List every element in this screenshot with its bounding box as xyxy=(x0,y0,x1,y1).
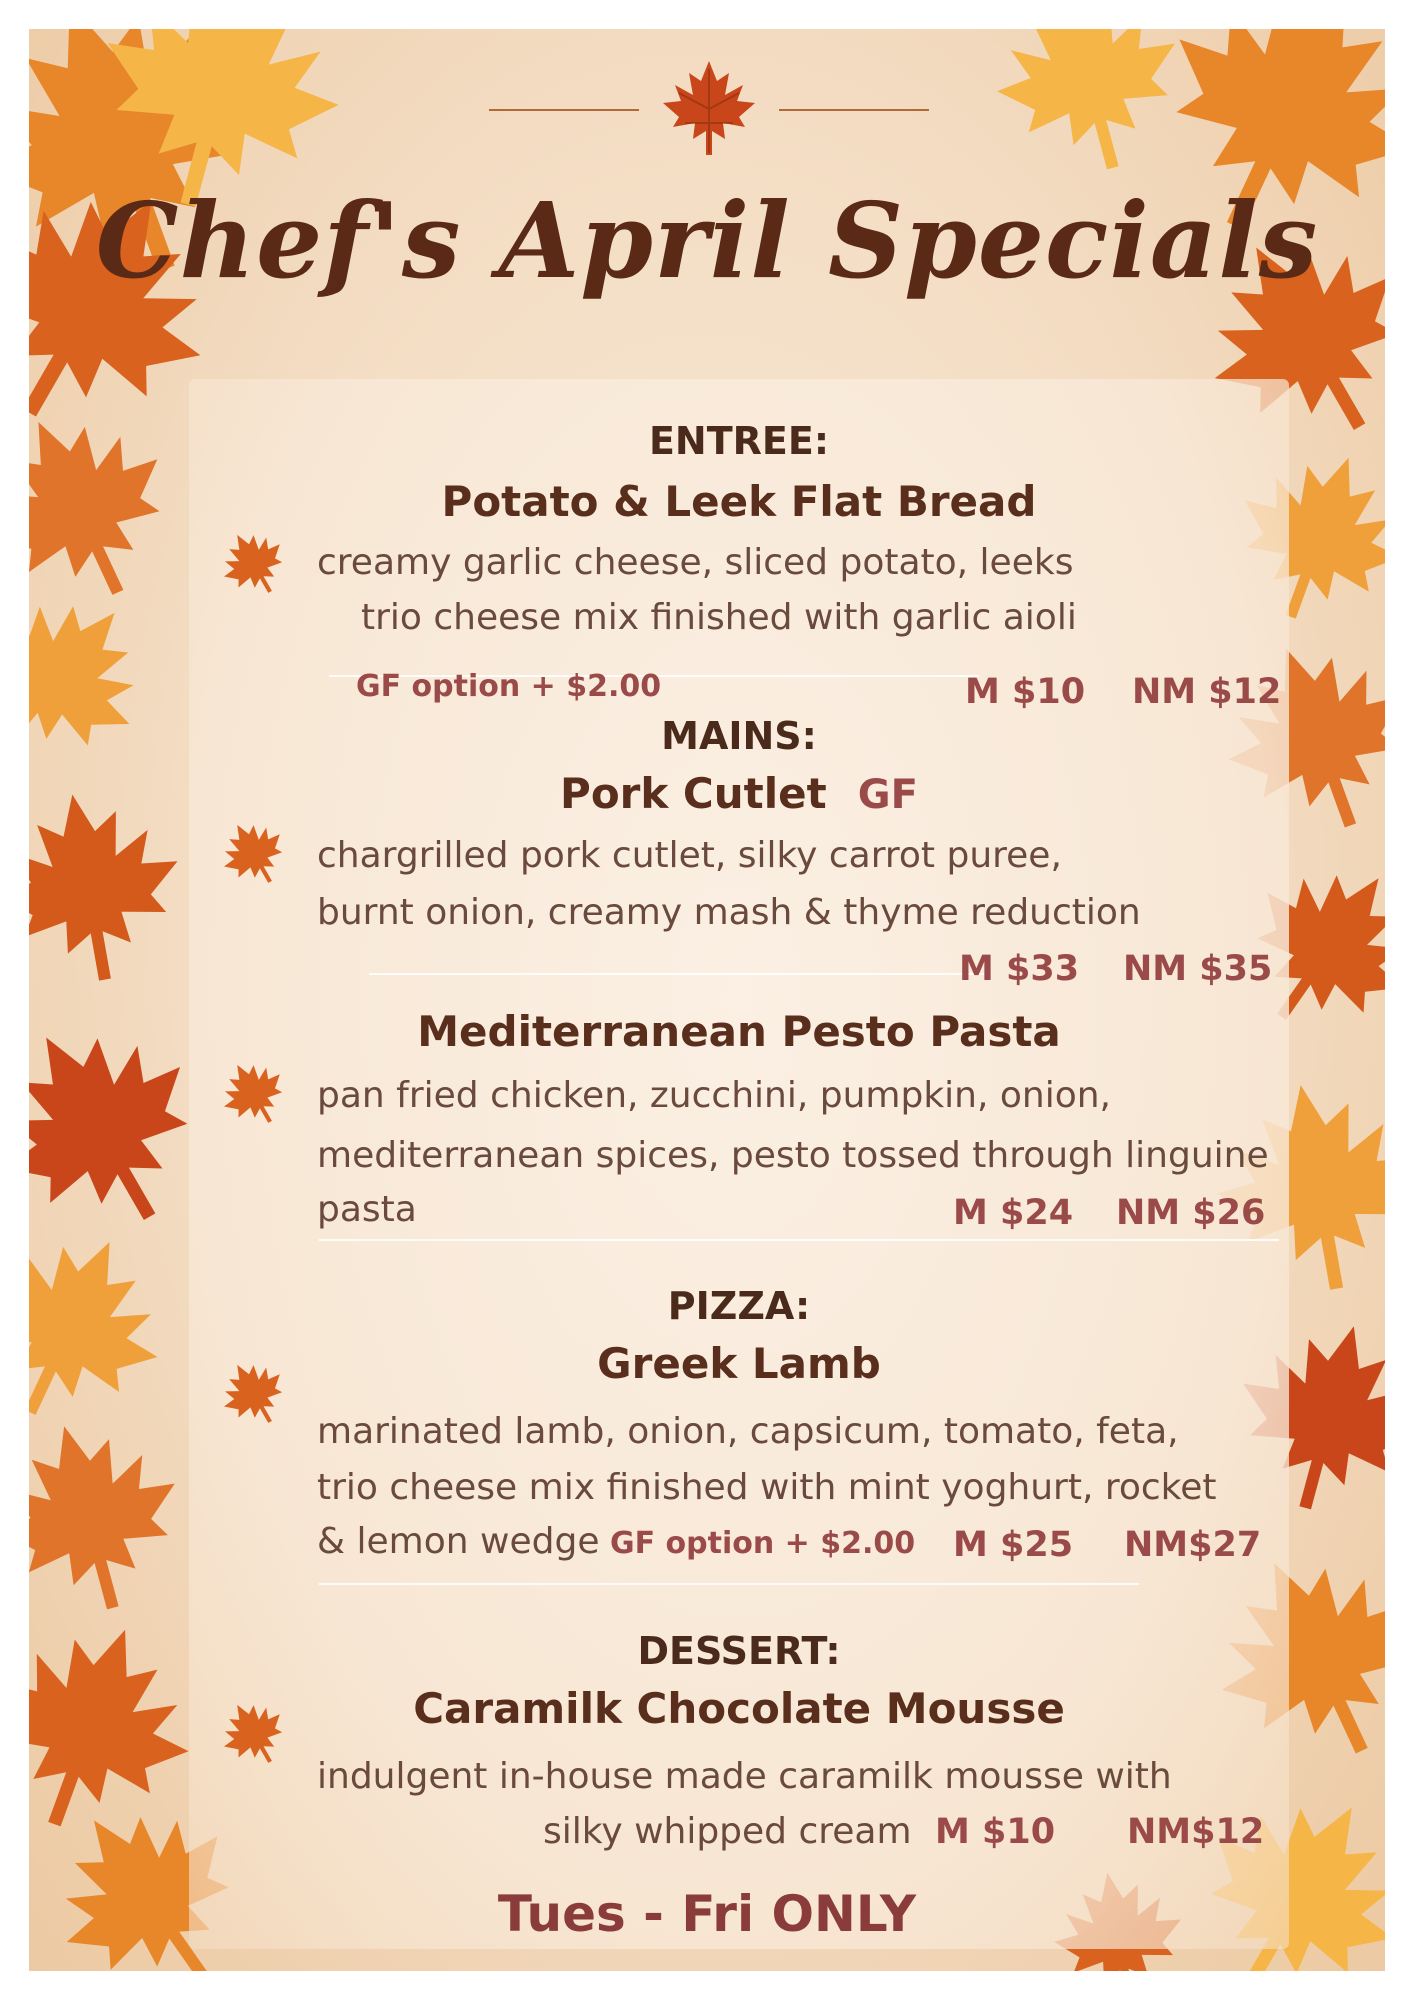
divider xyxy=(319,1583,1139,1585)
price-member: M $33 xyxy=(959,949,1080,989)
menu-title: Chef's April Specials xyxy=(95,179,1319,302)
dish-description-line: marinated lamb, onion, capsicum, tomato, feta, xyxy=(317,1411,1179,1452)
dish-name: Potato & Leek Flat Bread xyxy=(441,477,1037,526)
maple-leaf-icon xyxy=(29,409,179,609)
maple-leaf-icon xyxy=(219,1359,289,1429)
ornament-line-left xyxy=(489,109,639,111)
dish-name: Greek Lamb xyxy=(597,1339,881,1388)
maple-leaf-icon xyxy=(219,1699,289,1769)
section-heading-pizza: PIZZA: xyxy=(667,1284,811,1328)
gf-tag: GF xyxy=(857,772,918,818)
dish-description-line: pan fried chicken, zucchini, pumpkin, onion, xyxy=(317,1075,1112,1116)
maple-leaf-icon xyxy=(29,1019,209,1239)
dish-name: Pork Cutlet xyxy=(560,769,827,818)
section-heading-entree: ENTREE: xyxy=(648,419,830,463)
price-member: M $10 xyxy=(965,672,1086,712)
dish-description-line: indulgent in-house made caramilk mousse with xyxy=(317,1756,1172,1797)
ornament-line-right xyxy=(779,109,929,111)
gf-option-note: GF option + $2.00 xyxy=(356,669,662,704)
dish-description-line: creamy garlic cheese, sliced potato, leeks xyxy=(317,542,1074,583)
maple-leaf-icon xyxy=(659,59,759,159)
divider xyxy=(319,1239,1279,1241)
price-nonmember: NM$27 xyxy=(1124,1525,1262,1565)
maple-leaf-icon xyxy=(219,1059,289,1129)
price-member: M $24 xyxy=(953,1193,1074,1233)
divider xyxy=(369,973,989,975)
dish-title-row xyxy=(189,769,1289,818)
dish-description-line: mediterranean spices, pesto tossed through linguine xyxy=(317,1135,1269,1176)
gf-option-note: GF option + $2.00 xyxy=(610,1526,916,1561)
dish-description-line: chargrilled pork cutlet, silky carrot puree, xyxy=(317,835,1062,876)
price-member: M $25 xyxy=(953,1525,1074,1565)
maple-leaf-icon xyxy=(29,1229,169,1429)
section-heading-dessert: DESSERT: xyxy=(637,1629,841,1673)
menu-poster xyxy=(29,29,1385,1971)
maple-leaf-icon xyxy=(219,529,289,599)
maple-leaf-icon xyxy=(29,1419,189,1619)
dish-description-line: trio cheese mix finished with mint yoghurt, rocket xyxy=(317,1467,1217,1508)
maple-leaf-icon xyxy=(29,789,189,989)
dish-name: Caramilk Chocolate Mousse xyxy=(413,1684,1065,1733)
dish-name: Mediterranean Pesto Pasta xyxy=(417,1007,1061,1056)
maple-leaf-icon xyxy=(219,819,289,889)
maple-leaf-icon xyxy=(29,589,149,769)
dish-description-line: silky whipped cream xyxy=(543,1811,912,1852)
availability-note: Tues - Fri ONLY xyxy=(497,1885,917,1943)
dish-description-line: burnt onion, creamy mash & thyme reduction xyxy=(317,892,1141,933)
price-nonmember: NM $12 xyxy=(1132,672,1282,712)
price-nonmember: NM$12 xyxy=(1127,1812,1265,1852)
price-nonmember: NM $35 xyxy=(1123,949,1273,989)
maple-leaf-icon xyxy=(989,29,1189,179)
dish-description-line: trio cheese mix finished with garlic aioli xyxy=(361,597,1077,638)
dish-description-line: pasta xyxy=(317,1189,417,1230)
dish-description-line: & lemon wedge xyxy=(317,1521,600,1562)
price-nonmember: NM $26 xyxy=(1116,1193,1266,1233)
section-heading-mains: MAINS: xyxy=(661,714,817,758)
price-member: M $10 xyxy=(935,1812,1056,1852)
